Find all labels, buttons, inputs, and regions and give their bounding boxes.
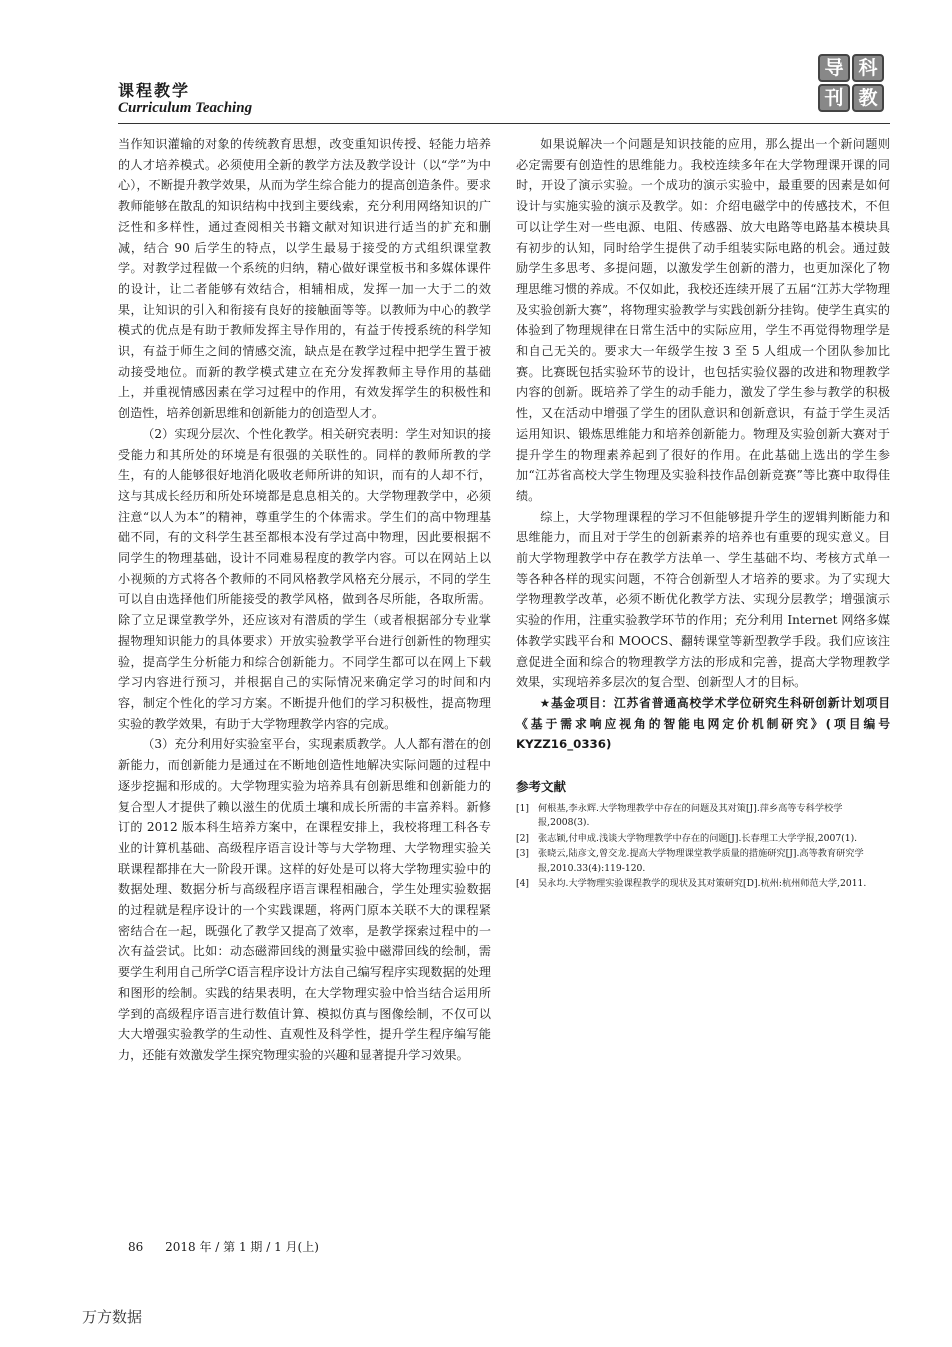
paragraph: （3）充分利用好实验室平台，实现素质教学。人人都有潜在的创新能力，而创新能力是通过在不断地创造性地解决实际问题的过程中逐步挖掘和形成的。大学物理实验为培养具有创新思维和创新能力的复合型人才提供了赖以滋生的优质土壤和成长所需的丰富养料。新修订的 2012 版本科生培养方案中，在课程安排上，我校将理工科各专业的计算机基础、高级程序语言设计等与大学物理、大学物理实验关联课程都排在大一阶段开课。这样的好处是可以将大学物理实验中的数据处理、数据分析与高级程序语言课程相融合，学生处理实验数据的过程就是程序设计的一个实践课题，将两门原本关联不大的课程紧密结合在一起，既强化了教学又提高了效率，是教学探索过程中的一次有益尝试。比如：动态磁滞回线的测量实验中磁滞回线的绘制，需要学生利用自己所学C语言程序设计方法自己编写程序实现数据的处理和图形的绘制。实践的结果表明，在大学物理实验中恰当结合运用所学到的高级程序语言进行数值计算、模拟仿真与图像绘制，不仅可以大大增强实验教学的生动性、直观性及科学性，提升学生程序编写能力，还能有效激发学生探究物理实验的兴趣和显著提升学习效果。 xyxy=(118,737,491,1062)
header-divider xyxy=(118,123,890,124)
reference-number: [4] xyxy=(516,878,530,890)
paragraph: 当作知识灌输的对象的传统教育思想，改变重知识传授、轻能力培养的人才培养模式。必须使用全新的教学方法及教学设计（以“学”为中心），不断提升教学效果，从而为学生综合能力的提高创造条件。要求教师能够在散乱的知识结构中找到主要线索，充分利用网络知识的广泛性和多样性，通过查阅相关书籍文献对知识进行适当的扩充和删减，结合 90 后学生的特点，以学生最易于接受的方式组织课堂教学。对教学过程做一个系统的归纳，精心做好课堂板书和多媒体课件的设计，让二者能够有效结合，相辅相成，发挥一加一大于二的效果，让知识的引入和衔接有良好的接触面等等。以教师为中心的教学模式的优点是有助于教师发挥主导作用的，有益于传授系统的科学知识，有益于师生之间的情感交流，缺点是在教学过程中把学生置于被动接受地位。而新的教学模式建立在充分发挥教师主导作用的基础上，并重视情感因素在学习过程中的作用，有效发挥学生的积极性和创造性，培养创新思维和创新能力的创造型人才。 xyxy=(118,137,491,421)
reference-number: [2] xyxy=(516,832,530,844)
logo-char: 刊 xyxy=(818,84,850,112)
reference-text: 吴永均.大学物理实验课程教学的现状及其对策研究[D].杭州:杭州师范大学,2011. xyxy=(538,878,867,890)
fund-note: ★基金项目：江苏省普通高校学术学位研究生科研创新计划项目《基于需求响应视角的智能电网定价机制研究》(项目编号 KYZZ16_0336) xyxy=(516,695,890,752)
reference-item xyxy=(516,847,890,876)
reference-text: 张晓云,陆彦文,曾交龙.提高大学物理课堂教学质量的措施研究[J].高等教育研究学报,2010.33(4):119-120. xyxy=(538,848,864,874)
paragraph: （2）实现分层次、个性化教学。相关研究表明：学生对知识的接受能力和其所处的环境是有很强的关联性的。同样的教师所教的学生，有的人能够很好地消化吸收老师所讲的知识，而有的人却不行，这与其成长经历和所处环境都是息息相关的。大学物理教学中，必须注意“以人为本”的精神，尊重学生的个体需求。学生们的高中物理基础不同，有的文科学生甚至都根本没有学过高中物理，因此要根据不同学生的物理基础，设计不同难易程度的教学内容。可以在网站上以小视频的方式将各个教师的不同风格教学风格充分展示，不同的学生可以自由选择他们所能接受的教学风格，做到各尽所能，各取所需。除了立足课堂教学外，还应该对有潜质的学生（或者根据部分专业掌握物理知识能力的具体要求）开放实验教学平台进行创新性的物理实验，提高学生分析能力和综合创新能力。不同学生都可以在网上下载学习内容进行预习，并根据自己的实际情况来确定学习的时间和内容，制定个性化的学习方案。不断提升他们的学习积极性，提高物理实验的教学效果，有助于大学物理教学内容的完成。 xyxy=(118,426,491,731)
reference-text: 何根基,李永辉.大学物理教学中存在的问题及其对策[J].萍乡高等专科学校学报,2008(3). xyxy=(538,802,843,829)
section-title-cn: 课程教学 xyxy=(118,81,191,100)
reference-item xyxy=(516,802,890,831)
logo-char: 科 xyxy=(852,54,884,82)
page-number: 86 xyxy=(128,1240,144,1254)
paragraph: 综上，大学物理课程的学习不但能够提升学生的逻辑判断能力和思维能力，而且对于学生的创新素养的培养也有重要的现实意义。目前大学物理教学中存在教学方法单一、学生基础不均、考核方式单一等各种各样的现实问题，不符合创新型人才培养的要求。为了实现大学物理教学改革，必须不断优化教学方法、实现分层教学；增强演示实验的作用，注重实验教学环节的作用；充分利用 Internet 网络多媒体教学实践平台和 MOOCS、翻转课堂等新型教学手段。我们应该注意促进全面和综合的物理教学方法的形成和完善，提高大学物理教学效果，实现培养多层次的复合型、创新型人才的目标。 xyxy=(516,509,890,690)
reference-number: [3] xyxy=(516,848,530,860)
paragraph: 如果说解决一个问题是知识技能的应用，那么提出一个新问题则必定需要有创造性的思维能力。我校连续多年在大学物理课开课的同时，开设了演示实验。一个成功的演示实验中，最重要的因素是如何设计与实施实验的演示及教学。如：介绍电磁学中的传感技术，不但可以让学生对一些电源、电阻、传感器、放大电路等电路基本模块具有初步的认知，同时给学生提供了动手组装实际电路的机会。通过鼓励学生多思考、多提问题，以激发学生创新的潜力，也更加深化了物理思维习惯的养成。不仅如此，我校还连续开展了五届“江苏大学物理及实验创新大赛”，将物理实验教学与实践创新分挂钩。使学生真实的体验到了物理规律在日常生活中的实际应用，学生不再觉得物理学是和自己无关的。要求大一年级学生按 3 至 5 人组成一个团队参加比赛。比赛既包括实验环节的设计，也包括实验仪器的改进和物理教学内容的创新。既培养了学生的动手能力，激发了学生参与教学的积极性，又在活动中增强了学生的团队意识和创新意识，有益于学生灵活运用知识、锻炼思维能力和培养创新能力。物理及实验创新大赛对于提升学生的物理素养起到了很好的作用。在此基础上选出的学生参加“江苏省高校大学生物理及实验科技作品创新竞赛”等比赛中取得佳绩。 xyxy=(516,137,890,503)
reference-number: [1] xyxy=(516,802,530,814)
journal-logo xyxy=(816,52,886,114)
page-footer xyxy=(128,1238,319,1255)
reference-item xyxy=(516,832,890,847)
right-column xyxy=(516,134,890,893)
reference-item xyxy=(516,877,890,892)
logo-char: 导 xyxy=(818,54,850,82)
issue-info: 2018 年 / 第 1 期 / 1 月(上) xyxy=(165,1240,319,1254)
logo-char: 教 xyxy=(852,84,884,112)
source-watermark: 万方数据 xyxy=(82,1308,143,1326)
page-header xyxy=(118,70,890,122)
left-column xyxy=(118,134,491,1066)
references-title: 参考文献 xyxy=(516,779,567,795)
reference-text: 张志颖,付申成.浅谈大学物理教学中存在的问题[J].长春理工大学学报,2007(1). xyxy=(538,832,858,844)
section-title-en: Curriculum Teaching xyxy=(118,100,253,116)
